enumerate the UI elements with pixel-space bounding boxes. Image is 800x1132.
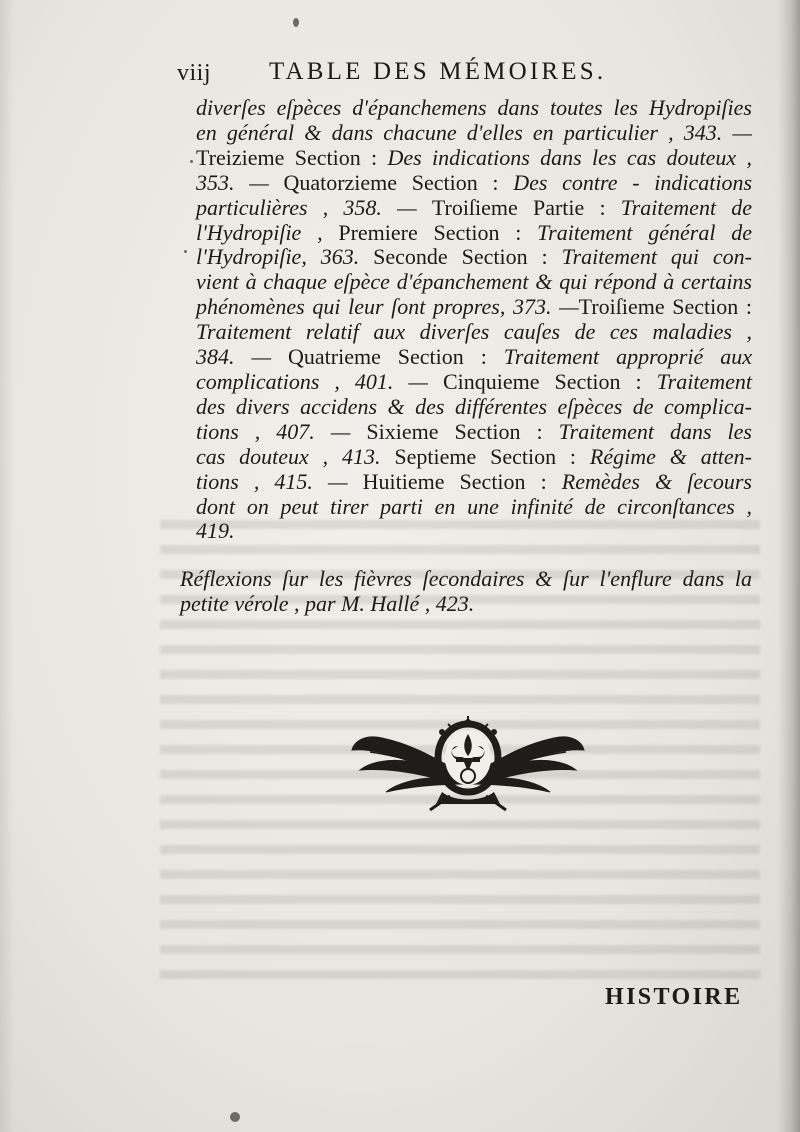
text-run: complications , 401. — (196, 368, 443, 394)
text-run: Seconde Section : (373, 244, 562, 270)
text-line (196, 196, 752, 221)
text-line (196, 420, 752, 445)
text-run: Quatrieme Section : (287, 344, 504, 370)
text-run: phénomènes qui leur ſont propres, 373. — (196, 294, 579, 320)
text-run: l'Hydropiſie , (196, 219, 339, 245)
page-number: viij (177, 60, 212, 86)
text-run: vient à chaque eſpèce d'épanchement & qui répond à certains (196, 269, 752, 295)
text-run: 384. — (196, 344, 288, 370)
text-run: Troiſieme Partie : (431, 194, 621, 220)
text-run: Réflexions ſur les fièvres ſecondaires & ſur l'enflure dans la (180, 566, 752, 591)
text-run: Sixieme Section : (366, 418, 559, 444)
ink-speck (190, 160, 193, 163)
text-line (196, 445, 752, 470)
table-entry-continuation (196, 96, 752, 544)
text-line (196, 395, 752, 420)
text-run: Traitement de (620, 194, 752, 220)
fleuron-fleur-de-lis-wreath-icon (350, 712, 586, 812)
text-run: tions , 415. — (196, 468, 363, 494)
text-run: Traitement qui con- (561, 244, 752, 270)
text-line (196, 495, 752, 520)
text-line (196, 270, 752, 295)
text-line (196, 295, 752, 320)
text-run: Traitement (656, 368, 752, 394)
text-run: Huitieme Section : (362, 468, 562, 494)
page-gutter-shadow (0, 0, 14, 1132)
text-run: petite vérole , par M. Hallé , 423. (180, 590, 475, 616)
text-run: Remèdes & ſecours (561, 468, 752, 494)
text-run: Premiere Section : (338, 219, 538, 245)
text-line (196, 171, 752, 196)
text-run: Troiſieme Section : (578, 294, 752, 320)
text-run: Quatorzieme Section : (283, 169, 514, 195)
text-run: l'Hydropiſie, 363. (196, 244, 374, 270)
text-run: dont on peut tirer parti en une infinité de circonſtances , (196, 493, 752, 519)
text-run: Septieme Section : (394, 443, 590, 469)
text-run: en général & dans chacune d'elles en particulier , 343. — (196, 119, 752, 145)
text-line (180, 592, 752, 617)
ink-speck (184, 250, 187, 253)
text-line (180, 567, 752, 592)
table-entry-halle (180, 567, 752, 617)
text-run: Treizieme Section : (196, 144, 388, 170)
catchword: HISTOIRE (605, 984, 743, 1010)
text-run: Traitement général de (537, 219, 752, 245)
text-run: particulières , 358. — (196, 194, 432, 220)
text-line (196, 146, 752, 171)
ink-speck (230, 1112, 240, 1122)
text-run: Traitement approprié aux (503, 344, 752, 370)
ink-speck (293, 18, 299, 27)
text-line (196, 320, 752, 345)
text-line (196, 121, 752, 146)
text-run: Des indications dans les cas douteux , (387, 144, 752, 170)
text-run: Des contre - indications (513, 169, 753, 195)
text-run: Traitement dans les (558, 418, 752, 444)
running-title: TABLE DES MÉMOIRES. (269, 58, 607, 85)
text-run: tions , 407. — (196, 418, 367, 444)
text-run: Régime & atten- (589, 443, 753, 469)
text-run: 419. (196, 518, 235, 544)
text-run: Traitement relatif aux diverſes cauſes de ces maladies , (196, 319, 752, 345)
text-line (196, 519, 752, 544)
text-line (196, 370, 752, 395)
text-run: cas douteux , 413. (196, 443, 395, 469)
text-run: diverſes eſpèces d'épanchemens dans toutes les Hydropiſies (196, 95, 752, 120)
text-line (196, 221, 752, 246)
text-run: Cinquieme Section : (443, 368, 657, 394)
text-run: des divers accidens & des différentes eſpèces de complica- (196, 393, 752, 419)
page-header (177, 58, 667, 94)
text-line (196, 245, 752, 270)
text-line (196, 470, 752, 495)
page-edge-shadow (778, 0, 800, 1132)
text-line (196, 345, 752, 370)
text-line (196, 96, 752, 121)
text-run: 353. — (196, 169, 284, 195)
